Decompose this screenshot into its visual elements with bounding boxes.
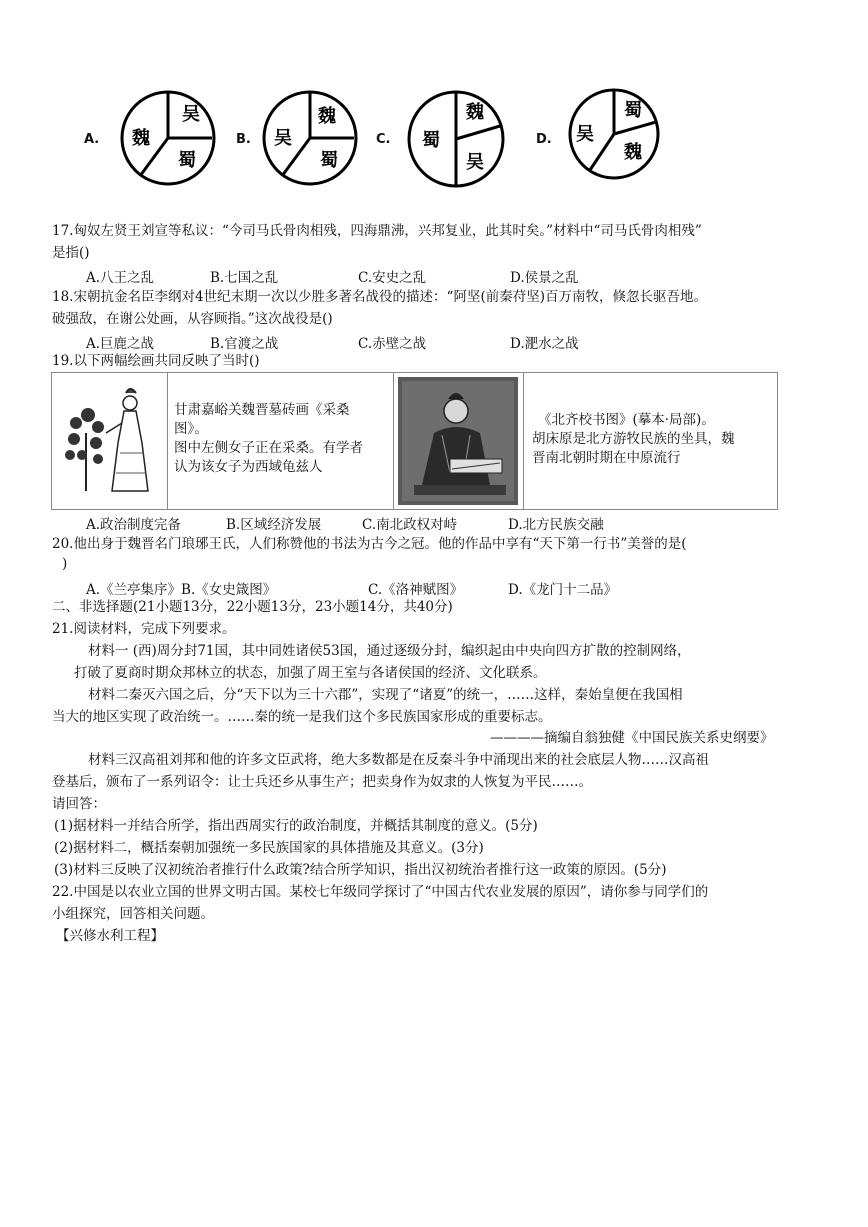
q18-stem-line2: 破强敌，在谢公处画，从容顾指。”这次战役是() (52, 311, 333, 327)
q18-option-b[interactable]: B.官渡之战 (210, 336, 279, 352)
pie-diagram (118, 86, 218, 190)
pie-label: 吴 (274, 128, 292, 149)
q19-options (86, 513, 604, 533)
q17-options (86, 266, 579, 286)
pie-label: 蜀 (624, 100, 642, 121)
q21-ask: 请回答： (52, 796, 106, 812)
q21-question-3: (3)材料三反映了汉初统治者推行什么政策?结合所学知识，指出汉初统治者推行这一政策的原因。(5分) (54, 862, 667, 878)
q21-material3-line1: 材料三汉高祖刘邦和他的许多文臣武将，绝大多数都是在反秦斗争中涌现出来的社会底层人物……汉高祖 (88, 752, 709, 768)
q18-options (86, 332, 579, 352)
jiao-shu-caption: 《北齐校书图》(摹本·局部)。 胡床原是北方游牧民族的坐具，魏 晋南北朝时期在中原流行 (532, 412, 735, 466)
q22-stem-line1: 22.中国是以农业立国的世界文明古国。某校七年级同学探讨了“中国古代农业发展的原因”，请你参与同学们的 (52, 884, 709, 900)
q20-stem: 20.他出身于魏晋名门琅琊王氏，人们称赞他的书法为古今之冠。他的作品中享有“天下第一行书”美誉的是( (52, 536, 687, 552)
cai-sang-caption: 甘肃嘉峪关魏晋墓砖画《采桑 图》。 图中左侧女子正在采桑。有学者 认为该女子为西域龟兹人 (174, 402, 363, 475)
pie-diagram (260, 86, 360, 190)
cai-sang-painting (52, 373, 168, 509)
pie-label: 吴 (466, 152, 484, 173)
q22-stem-line2: 小组探究，回答相关问题。 (52, 906, 214, 922)
q17-stem-line1: 17.匈奴左贤王刘宣等私议：“今司马氏骨肉相残，四海鼎沸，兴邦复业，此其时矣。”材料中“司马氏骨肉相残” (52, 223, 702, 239)
pie-label: 吴 (576, 124, 594, 145)
q18-option-d[interactable]: D.淝水之战 (510, 336, 579, 352)
jiao-shu-painting (394, 373, 523, 509)
q21-material3-line2: 登基后，颁布了一系列诏令：让士兵还乡从事生产；把卖身作为奴隶的人恢复为平民……。 (52, 774, 592, 790)
pie-label: 吴 (182, 104, 200, 125)
option-letter: D. (536, 132, 552, 147)
pie-label: 蜀 (178, 150, 196, 171)
q21-material2-line2: 当大的地区实现了政治统一。……秦的统一是我们这个多民族国家形成的重要标志。 (52, 709, 552, 725)
q19-option-b[interactable]: B.区域经济发展 (226, 517, 322, 533)
q18-stem-line1: 18.宋朝抗金名臣李纲对4世纪末期一次以少胜多著名战役的描述：“阿坚(前秦苻坚)百万南牧，倏忽长驱吾地。 (52, 289, 707, 305)
q17-option-c[interactable]: C.安史之乱 (358, 270, 427, 286)
pie-diagram (404, 86, 508, 192)
q21-question-2: (2)据材料二，概括秦朝加强统一多民族国家的具体措施及其意义。(3分) (54, 840, 484, 856)
q21-source: ————摘编自翁独健《中国民族关系史纲要》 (490, 730, 774, 746)
section-2-heading: 二、非选择题(21小题13分，22小题13分，23小题14分，共40分) (52, 599, 453, 615)
q21-question-1: (1)据材料一并结合所学，指出西周实行的政治制度，并概括其制度的意义。(5分) (54, 818, 538, 834)
q17-option-b[interactable]: B.七国之乱 (210, 270, 279, 286)
q17-stem-line2: 是指() (52, 245, 90, 261)
pie-options-row (84, 86, 684, 196)
jiao-shu-image-cell (394, 373, 524, 509)
q19-stem: 19.以下两幅绘画共同反映了当时() (52, 353, 260, 369)
q18-option-a[interactable]: A.巨鹿之战 (86, 336, 155, 352)
q20-answer-bracket: ) (62, 556, 68, 572)
option-letter: C. (376, 132, 391, 147)
q18-option-c[interactable]: C.赤壁之战 (358, 336, 427, 352)
pie-label: 魏 (132, 128, 150, 149)
q21-material1-line1: 材料一 (西)周分封71国，其中同姓诸侯53国，通过逐级分封，编织起由中央向四方扩散的控制网络， (88, 643, 691, 659)
q19-image-table (51, 372, 778, 510)
pie-diagram (564, 86, 664, 182)
option-letter: A. (84, 132, 100, 147)
q17-option-a[interactable]: A.八王之乱 (86, 270, 155, 286)
q21-title: 21.阅读材料，完成下列要求。 (52, 621, 236, 637)
q20-options (86, 578, 617, 598)
pie-label: 蜀 (320, 150, 338, 171)
cai-sang-caption-cell (168, 373, 394, 509)
q17-option-d[interactable]: D.侯景之乱 (510, 270, 579, 286)
pie-label: 魏 (318, 106, 336, 127)
pie-label: 魏 (624, 142, 642, 163)
q22-heading: 【兴修水利工程】 (56, 928, 164, 944)
cai-sang-image-cell (52, 373, 168, 509)
jiao-shu-caption-cell (524, 373, 777, 509)
pie-label: 蜀 (422, 130, 440, 151)
q19-option-c[interactable]: C.南北政权对峙 (362, 517, 458, 533)
q20-option-ab[interactable]: A.《兰亭集序》B.《女史箴图》 (86, 582, 277, 598)
option-letter: B. (236, 132, 251, 147)
q21-material2-line1: 材料二秦灭六国之后，分“天下以为三十六郡”，实现了“诸夏”的统一，……这样，秦始皇便在我国相 (88, 687, 683, 703)
q21-material1-line2: 打破了夏商时期众邦林立的状态，加强了周王室与各诸侯国的经济、文化联系。 (74, 665, 547, 681)
q19-option-d[interactable]: D.北方民族交融 (508, 517, 604, 533)
pie-label: 魏 (466, 102, 484, 123)
q20-option-c[interactable]: C.《洛神赋图》 (368, 582, 464, 598)
q20-option-d[interactable]: D.《龙门十二品》 (508, 582, 618, 598)
q19-option-a[interactable]: A.政治制度完备 (86, 517, 182, 533)
